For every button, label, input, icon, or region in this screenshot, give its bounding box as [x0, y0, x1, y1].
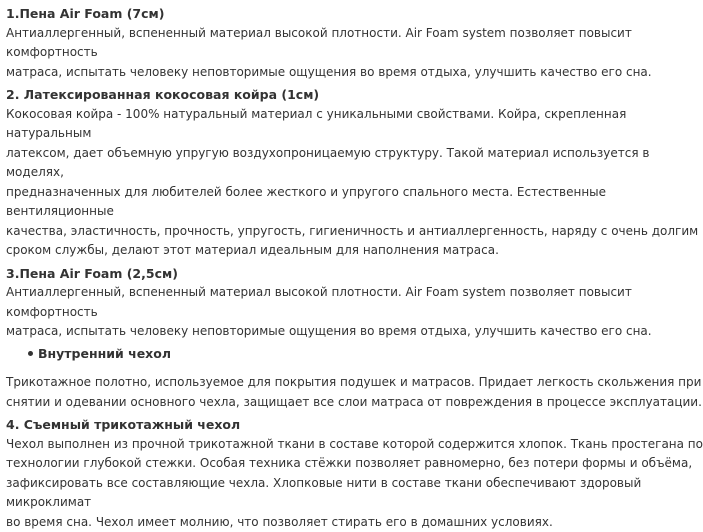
- text-line: качества, эластичность, прочность, упругость, гигиеничность и антиаллергенность, наряду с очень долгим: [6, 224, 698, 238]
- bullet-description: [6, 373, 703, 412]
- list-item: [6, 344, 703, 364]
- section-heading: 2. Латексированная кокосовая койра (1см): [6, 85, 703, 105]
- text-line: матраса, испытать человеку неповторимые ощущения во время отдыха, улучшить качество его сна.: [6, 65, 652, 79]
- section-heading: 1.Пена Air Foam (7см): [6, 4, 703, 24]
- text-line: Трикотажное полотно, используемое для покрытия подушек и матрасов. Придает легкость скольжения при: [6, 375, 701, 389]
- section-body: [6, 105, 703, 261]
- bullet-list: [6, 344, 703, 364]
- bullet-label: Внутренний чехол: [38, 346, 171, 361]
- section-body: [6, 24, 703, 83]
- text-line: Антиаллергенный, вспененный материал высокой плотности. Air Foam system позволяет повысит комфортность: [6, 285, 632, 319]
- text-line: матраса, испытать человеку неповторимые ощущения во время отдыха, улучшить качество его сна.: [6, 324, 652, 338]
- text-line: технологии глубокой стежки. Особая техника стёжки позволяет равномерно, без потери формы и объёма,: [6, 456, 692, 470]
- text-line: во время сна. Чехол имеет молнию, что позволяет стирать его в домашних условиях.: [6, 515, 553, 529]
- text-line: зафиксировать все составляющие чехла. Хлопковые нити в составе ткани обеспечивают здоровый микроклимат: [6, 476, 641, 510]
- section-1: [6, 4, 703, 82]
- section-body: [6, 435, 703, 532]
- text-line: снятии и одевании основного чехла, защищает все слои матраса от повреждения в процессе эксплуатации.: [6, 395, 702, 409]
- text-line: Антиаллергенный, вспененный материал высокой плотности. Air Foam system позволяет повысит комфортность: [6, 26, 632, 60]
- section-body: [6, 283, 703, 342]
- section-heading: 4. Съемный трикотажный чехол: [6, 415, 703, 435]
- section-4: [6, 415, 703, 532]
- text-line: Кокосовая койра - 100% натуральный материал с уникальными свойствами. Койра, скрепленная натуральным: [6, 107, 626, 141]
- section-3: [6, 264, 703, 342]
- text-line: предназначенных для любителей более жесткого и упругого спального места. Естественные вентиляционные: [6, 185, 606, 219]
- section-2: [6, 85, 703, 261]
- text-line: сроком службы, делают этот материал идеальным для наполнения матраса.: [6, 243, 499, 257]
- text-line: латексом, дает объемную упругую воздухопроницаемую структуру. Такой материал используется в моделях,: [6, 146, 649, 180]
- section-heading: 3.Пена Air Foam (2,5см): [6, 264, 703, 284]
- section-body: [6, 373, 703, 412]
- text-line: Чехол выполнен из прочной трикотажной ткани в составе которой содержится хлопок. Ткань простегана по: [6, 437, 703, 451]
- bullet-icon: [28, 351, 33, 356]
